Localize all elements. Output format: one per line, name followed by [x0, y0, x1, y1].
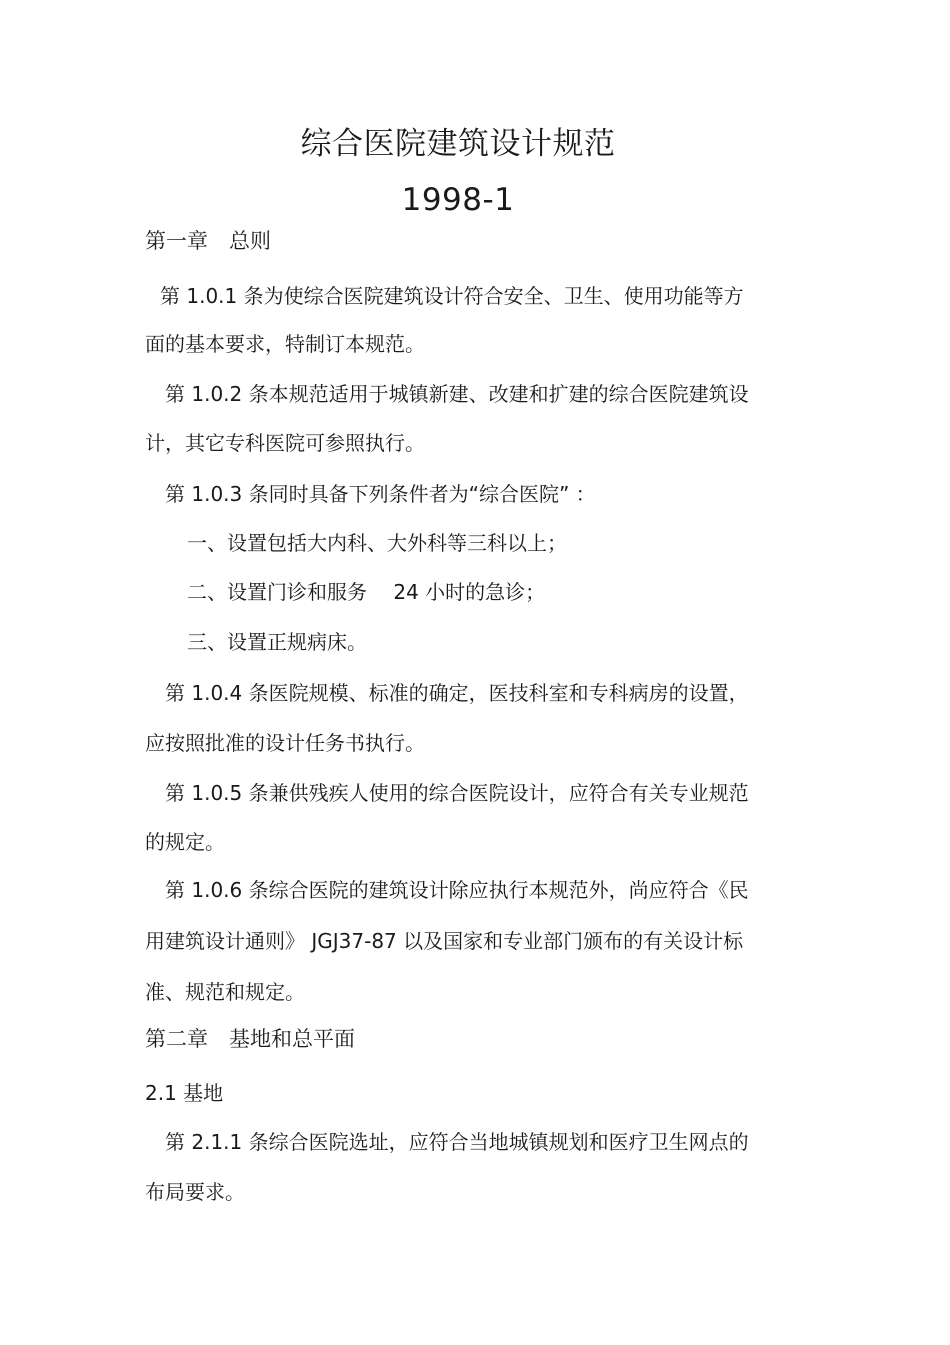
- clause-1-0-4-line-1: 第 1.0.4 条医院规模、标准的确定，医技科室和专科病房的设置，: [165, 681, 749, 705]
- clause-1-0-4-line-2: 应按照批准的设计任务书执行。: [145, 731, 425, 755]
- clause-1-0-6-line-1: 第 1.0.6 条综合医院的建筑设计除应执行本规范外，尚应符合《民: [165, 878, 749, 902]
- condition-2: 二、设置门诊和服务 24 小时的急诊；: [187, 580, 546, 604]
- chapter-2-heading: 第二章 基地和总平面: [145, 1027, 355, 1051]
- section-2-1-heading: 2.1 基地: [145, 1081, 224, 1105]
- clause-1-0-2-line-2: 计，其它专科医院可参照执行。: [145, 431, 425, 455]
- condition-3: 三、设置正规病床。: [187, 630, 367, 654]
- chapter-1-heading: 第一章 总则: [145, 229, 271, 253]
- clause-1-0-6-line-3: 准、规范和规定。: [145, 980, 305, 1004]
- document-title: 综合医院建筑设计规范: [300, 126, 616, 162]
- clause-2-1-1-line-1: 第 2.1.1 条综合医院选址，应符合当地城镇规划和医疗卫生网点的: [165, 1130, 749, 1154]
- clause-1-0-5-line-1: 第 1.0.5 条兼供残疾人使用的综合医院设计，应符合有关专业规范: [165, 781, 749, 805]
- clause-1-0-6-line-2: 用建筑设计通则》 JGJ37-87 以及国家和专业部门颁布的有关设计标: [145, 929, 744, 953]
- clause-1-0-5-line-2: 的规定。: [145, 830, 225, 854]
- clause-2-1-1-line-2: 布局要求。: [145, 1180, 245, 1204]
- clause-1-0-3: 第 1.0.3 条同时具备下列条件者为“综合医院” ：: [165, 482, 596, 506]
- clause-1-0-1-line-2: 面的基本要求，特制订本规范。: [145, 332, 425, 356]
- clause-1-0-2-line-1: 第 1.0.2 条本规范适用于城镇新建、改建和扩建的综合医院建筑设: [165, 382, 749, 406]
- condition-1: 一、设置包括大内科、大外科等三科以上；: [187, 531, 567, 555]
- document-edition: 1998-1: [401, 182, 515, 218]
- clause-1-0-1-line-1: 第 1.0.1 条为使综合医院建筑设计符合安全、卫生、使用功能等方: [160, 284, 744, 308]
